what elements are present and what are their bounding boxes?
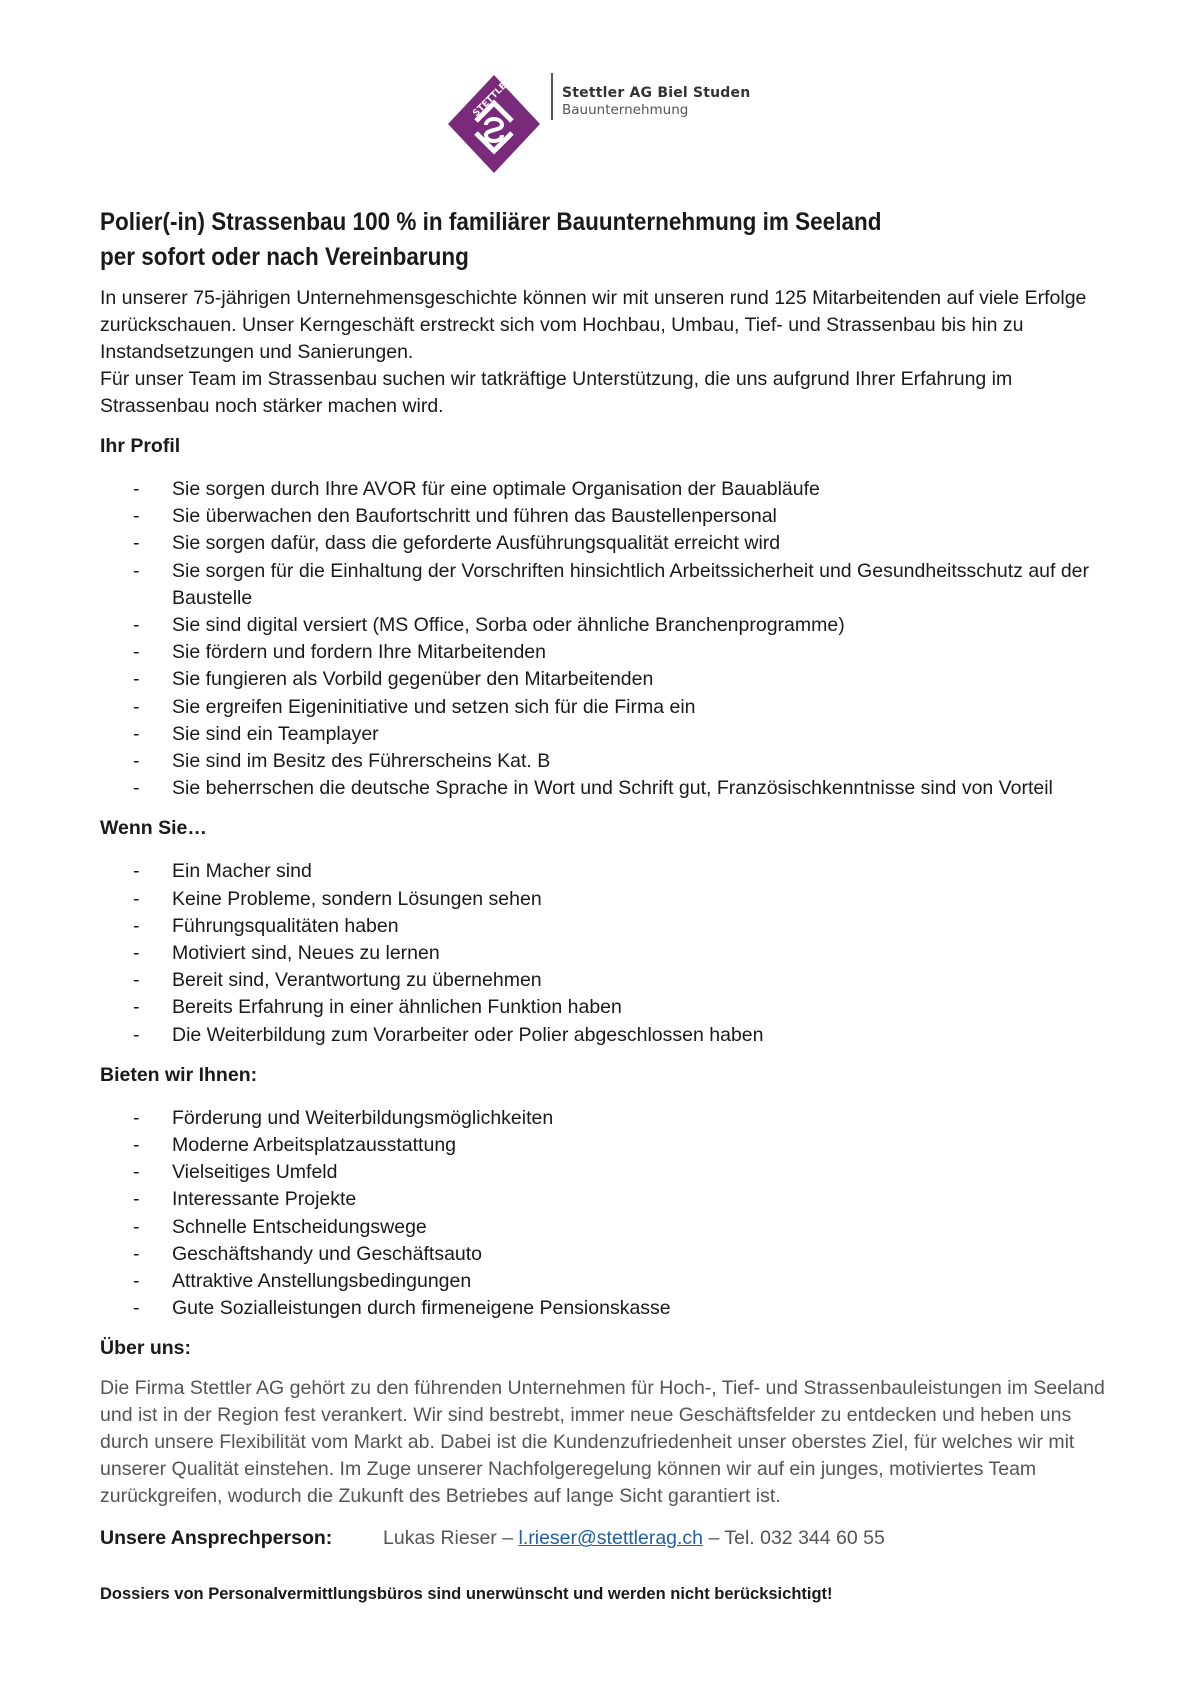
list-item (100, 694, 1110, 721)
dash-bullet: - (133, 478, 140, 500)
list-item-text: Ein Macher sind (172, 860, 312, 883)
list-item-text: Bereit sind, Verantwortung zu übernehmen (172, 969, 542, 992)
list-item-text: Die Weiterbildung zum Vorarbeiter oder Polier abgeschlossen haben (172, 1023, 764, 1046)
dash-bullet: - (133, 750, 140, 773)
dash-bullet: - (133, 1297, 140, 1320)
contact-phone: Tel. 032 344 60 55 (724, 1527, 885, 1550)
list-item-text: Schnelle Entscheidungswege (172, 1215, 427, 1238)
dash-bullet: - (133, 505, 140, 528)
list-item-text: Bereits Erfahrung in einer ähnlichen Funktion haben (172, 996, 622, 1019)
list-item-text: Attraktive Anstellungsbedingungen (172, 1270, 472, 1293)
agency-notice: Dossiers von Personalvermittlungsbüros sind unerwünscht und werden nicht berücksichtigt! (100, 1585, 833, 1604)
section-title-wenn: Wenn Sie… (100, 817, 207, 840)
dash-bullet: - (133, 722, 140, 745)
list-item-text: Förderung und Weiterbildungsmöglichkeiten (172, 1106, 554, 1129)
list-item-text: Sie sorgen für die Einhaltung der Vorschriften hinsichtlich Arbeitssicherheit und Gesundheitsschutz auf der Baustelle (172, 559, 1090, 609)
list-item (100, 775, 1110, 802)
dash-bullet: - (133, 887, 140, 910)
list-item (100, 1241, 1110, 1268)
list-item (100, 913, 1110, 940)
dash-bullet: - (133, 641, 140, 664)
contact-separator: – (496, 1527, 519, 1550)
section-title-ueber: Über uns: (100, 1337, 192, 1360)
dash-bullet: - (133, 532, 140, 555)
dash-bullet: - (133, 1188, 140, 1211)
list-item-text: Sie fördern und fordern Ihre Mitarbeitenden (172, 641, 546, 664)
dash-bullet: - (133, 668, 140, 691)
list-item-text: Sie ergreifen Eigeninitiative und setzen sich für die Firma ein (172, 695, 696, 718)
list-item (100, 748, 1110, 775)
dash-bullet: - (133, 614, 140, 637)
list-item (100, 1268, 1110, 1295)
logo-text (562, 85, 750, 118)
list-item (100, 886, 1110, 913)
list-item-text: Sie sind digital versiert (MS Office, Sorba oder ähnliche Branchenprogramme) (172, 614, 845, 637)
wenn-list (100, 858, 1110, 1048)
list-item (100, 940, 1110, 967)
section-title-bieten: Bieten wir Ihnen: (100, 1063, 258, 1086)
dash-bullet: - (133, 777, 140, 800)
dash-bullet: - (133, 1134, 140, 1157)
company-subline: Bauunternehmung (562, 102, 689, 118)
dash-bullet: - (133, 996, 140, 1019)
logo-divider (551, 73, 553, 120)
company-name: Stettler AG Biel Studen (562, 85, 751, 101)
list-item (100, 612, 1110, 639)
list-item (100, 666, 1110, 693)
about-text: Die Firma Stettler AG gehört zu den führenden Unternehmen für Hoch-, Tief- und Strassenbauleistungen im Seeland und ist in der Region fest verankert. Wir sind bestrebt, immer neue Geschäftsfelder zu entdecken und heben uns durch unsere Flexibilität vom Markt ab. Dabei ist die Kundenzufriedenheit unser oberstes Ziel, für welches wir mit unserer Qualität einstehen. Im Zuge unserer Nachfolgeregelung können wir auf ein junges, motiviertes Team zurückgreifen, wodurch die Zukunft des Betriebes auf lange Sicht garantiert ist. (100, 1377, 1105, 1508)
title-line-2: per sofort oder nach Vereinbarung (100, 243, 469, 271)
contact-separator: – (703, 1527, 725, 1550)
dash-bullet: - (133, 1023, 140, 1046)
list-item (100, 639, 1110, 666)
company-header (446, 73, 766, 175)
list-item (100, 858, 1110, 885)
list-item (100, 1022, 1110, 1049)
intro-paragraph-1: In unserer 75-jährigen Unternehmensgeschichte können wir mit unseren rund 125 Mitarbeitenden auf viele Erfolge zurückschauen. Unser Kerngeschäft erstreckt sich vom Hochbau, Umbau, Tief- und Strassenbau bis hin zu Instandsetzungen und Sanierungen. (100, 287, 1087, 363)
stettler-logo-icon (446, 73, 542, 175)
list-item (100, 530, 1110, 557)
dash-bullet: - (133, 860, 140, 883)
list-item-text: Vielseitiges Umfeld (172, 1161, 338, 1184)
list-item-text: Moderne Arbeitsplatzausstattung (172, 1134, 457, 1157)
list-item (100, 558, 1110, 612)
intro-text (100, 285, 1110, 420)
list-item (100, 967, 1110, 994)
list-item (100, 721, 1110, 748)
list-item (100, 1214, 1110, 1241)
list-item (100, 1295, 1110, 1322)
contact-email-link[interactable]: l.rieser@stettlerag.ch (518, 1527, 704, 1550)
dash-bullet: - (133, 695, 140, 718)
list-item-text: Sie beherrschen die deutsche Sprache in Wort und Schrift gut, Französischkenntnisse sind von Vorteil (172, 777, 1053, 800)
contact-label: Unsere Ansprechperson: (100, 1527, 333, 1550)
list-item (100, 503, 1110, 530)
list-item (100, 1132, 1110, 1159)
dash-bullet: - (133, 969, 140, 992)
list-item (100, 994, 1110, 1021)
list-item (100, 476, 1110, 503)
list-item-text: Sie überwachen den Baufortschritt und führen das Baustellenpersonal (172, 505, 777, 528)
dash-bullet: - (133, 1242, 140, 1265)
list-item-text: Sie sorgen dafür, dass die geforderte Ausführungsqualität erreicht wird (172, 532, 781, 555)
list-item (100, 1159, 1110, 1186)
list-item-text: Keine Probleme, sondern Lösungen sehen (172, 887, 542, 910)
list-item-text: Interessante Projekte (172, 1188, 357, 1211)
section-title-profil: Ihr Profil (100, 435, 181, 457)
dash-bullet: - (133, 1161, 140, 1184)
bieten-list (100, 1105, 1110, 1323)
list-item-text: Sie fungieren als Vorbild gegenüber den Mitarbeitenden (172, 668, 654, 691)
contact-name: Lukas Rieser (383, 1527, 497, 1550)
main-content (100, 205, 1110, 1606)
dash-bullet: - (133, 914, 140, 937)
dash-bullet: - (133, 1270, 140, 1293)
dash-bullet: - (133, 559, 140, 582)
list-item (100, 1186, 1110, 1213)
list-item-text: Sie sorgen durch Ihre AVOR für eine optimale Organisation der Bauabläufe (172, 478, 820, 500)
title-line-1: Polier(-in) Strassenbau 100 % in familiärer Bauunternehmung im Seeland (100, 208, 882, 236)
list-item-text: Gute Sozialleistungen durch firmeneigene Pensionskasse (172, 1297, 671, 1320)
dash-bullet: - (133, 1106, 140, 1129)
page-title (100, 205, 1108, 275)
dash-bullet: - (133, 942, 140, 965)
profil-list (100, 476, 1110, 802)
contact-line (100, 1525, 1110, 1552)
dash-bullet: - (133, 1215, 140, 1238)
list-item-text: Geschäftshandy und Geschäftsauto (172, 1242, 483, 1265)
list-item (100, 1105, 1110, 1132)
contact-value (383, 1525, 885, 1552)
list-item-text: Sie sind im Besitz des Führerscheins Kat. B (172, 750, 551, 773)
list-item-text: Motiviert sind, Neues zu lernen (172, 942, 440, 965)
svg-text:STETTLER: STETTLER (471, 76, 514, 119)
intro-paragraph-2: Für unser Team im Strassenbau suchen wir tatkräftige Unterstützung, die uns aufgrund Ihrer Erfahrung im Strassenbau noch stärker machen wird. (100, 368, 1013, 417)
list-item-text: Sie sind ein Teamplayer (172, 722, 379, 745)
list-item-text: Führungsqualitäten haben (172, 914, 399, 937)
